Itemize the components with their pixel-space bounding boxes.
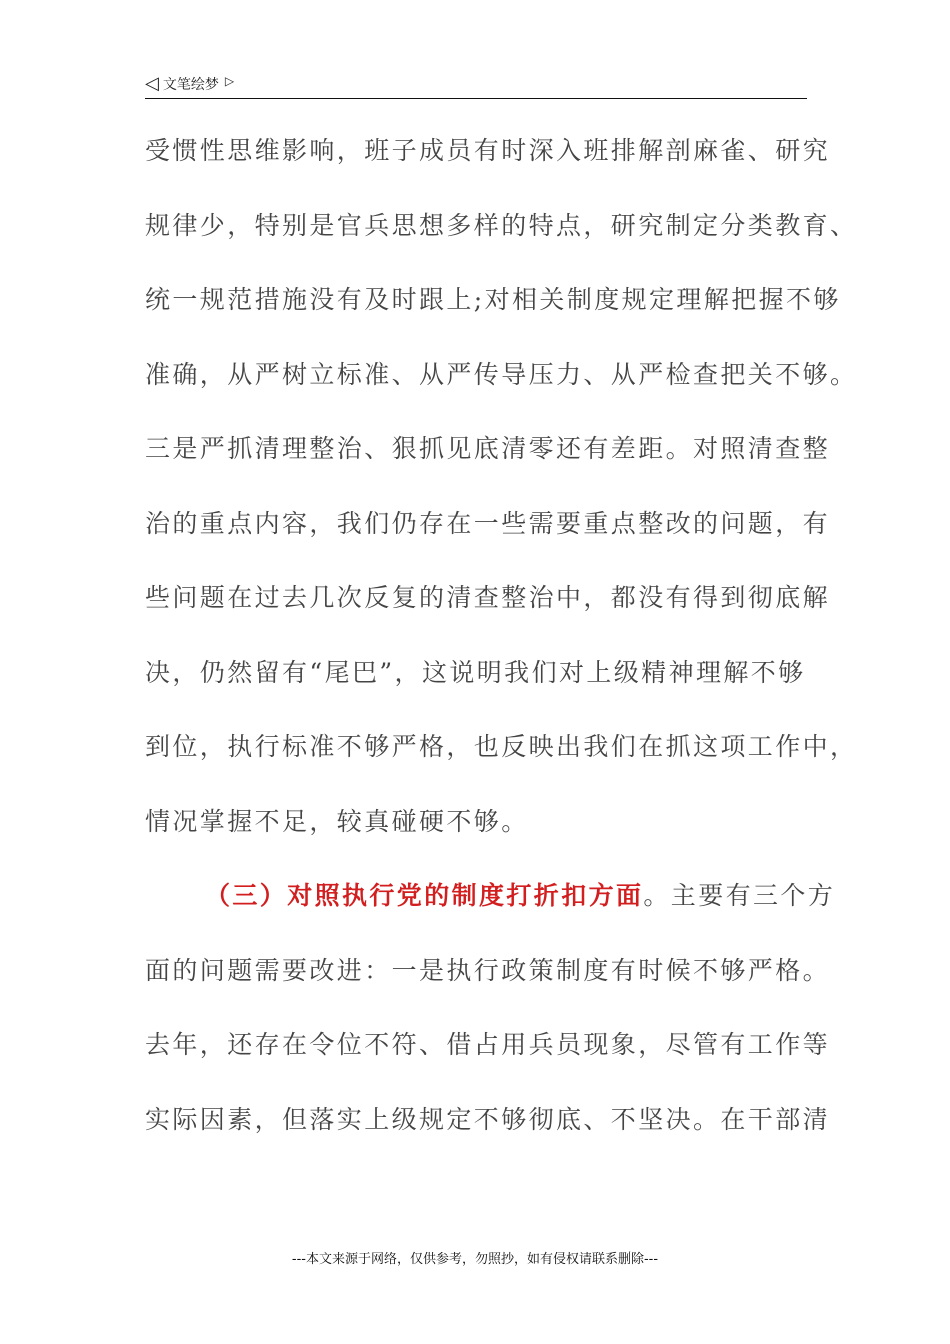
body-line: 些问题在过去几次反复的清查整治中，都没有得到彻底解	[145, 583, 831, 612]
footer-disclaimer: ---本文来源于网络，仅供参考，勿照抄，如有侵权请联系删除---	[291, 1252, 659, 1267]
body-line: 情况掌握不足，较真碰硬不够。	[145, 806, 529, 836]
body-line: 规律少，特别是官兵思想多样的特点，研究制定分类教育、	[145, 210, 858, 240]
body-line: 治的重点内容，我们仍存在一些需要重点整改的问题，有	[145, 508, 831, 538]
body-line: 去年，还存在令位不符、借占用兵员现象，尽管有工作等	[145, 1030, 831, 1059]
header-title: 文笔绘梦	[162, 77, 219, 93]
body-line: 准确，从严树立标准、从严传导压力、从严检查把关不够。	[145, 359, 858, 389]
body-line: 到位，执行标准不够严格，也反映出我们在抓这项工作中，	[145, 732, 858, 761]
body-line: 三是严抓清理整治、狠抓见底清零还有差距。对照清查整	[145, 434, 831, 463]
body-line: 受惯性思维影响，班子成员有时深入班排解剖麻雀、研究	[145, 136, 831, 165]
section-first-line	[145, 873, 836, 948]
document-body	[145, 128, 858, 1171]
triangle-right-icon: ▷	[224, 74, 235, 88]
section-first-line-rest: 。主要有三个方	[643, 881, 836, 910]
body-line: 实际因素，但落实上级规定不够彻底、不坚决。在干部清	[145, 1104, 831, 1134]
triangle-left-icon: ◁	[145, 73, 159, 94]
section-heading: （三）对照执行党的制度打折扣方面	[205, 881, 644, 910]
body-line: 统一规范措施没有及时跟上;对相关制度规定理解把握不够	[145, 285, 841, 314]
body-line: 决，仍然留有“尾巴”，这说明我们对上级精神理解不够	[145, 657, 806, 687]
header-divider	[145, 98, 807, 99]
body-line: 面的问题需要改进：一是执行政策制度有时候不够严格。	[145, 955, 831, 985]
document-header	[145, 74, 234, 94]
